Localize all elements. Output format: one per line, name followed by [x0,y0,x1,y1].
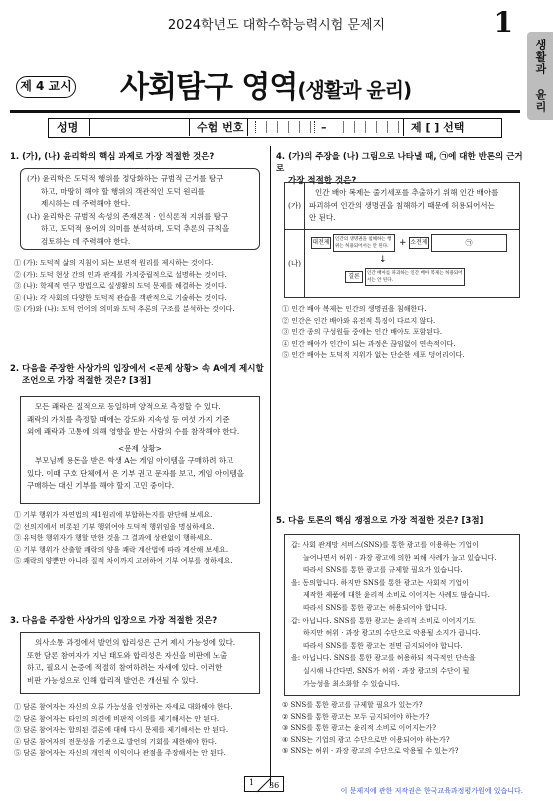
q5-options [282,700,522,758]
q5-line: 따라서 SNS를 통한 광고를 규제할 필요가 있습니다. [303,566,463,575]
q3-passage [20,632,260,694]
q2-heading [10,362,265,386]
copyright-notice: 이 문제지에 관한 저작권은 한국교육과정평가원에 있습니다. [340,787,523,795]
q5-line: 늘어나면서 허위 · 과장 광고에 의한 피해 사례가 늘고 있습니다. [303,553,497,562]
q2-line: 모든 쾌락은 질적으로 동일하며 양적으로 측정할 수 있다. [35,402,221,411]
column-divider [270,146,271,786]
name-label: 성명 [57,121,79,134]
q4-ga-label: (가) [285,183,305,229]
divider [89,119,90,136]
q5-option-3[interactable]: ③ SNS를 통한 광고는 윤리적 소비로 이어지는가? [282,724,437,733]
q1-line: (나) 윤리학은 규범적 속성의 존재론적 · 인식론적 지위를 탐구 [27,211,229,221]
q1-line: 하고, 도덕적 용어의 의미를 분석하며, 도덕 추론의 규칙을 [41,224,230,233]
q5-option-2[interactable]: ② SNS를 통한 광고는 모두 금지되어야 하는가? [282,712,430,721]
q4-figure [284,182,520,298]
q1-line: (가) 윤리학은 도덕적 행위를 정당화하는 규범적 근거를 탐구 [27,174,224,183]
q4-minor: ㉠ [431,234,507,252]
period-badge: 제 4 교시 [16,76,76,98]
divider [403,119,404,136]
page-current: 1 [249,778,255,787]
q1-heading: 1. (가), (나) 윤리학의 핵심 과제로 가장 적절한 것은? [10,152,215,162]
q1-option-5[interactable]: ⑤ (가)와 (나): 도덕 언어의 의미와 도덕 추론의 구조를 분석하는 것이다. [14,305,235,314]
exam-title: 2024학년도 대학수학능력시험 문제지 [167,18,386,33]
q1-line: 제시하는 데 주력해야 한다. [41,199,131,208]
q2-option-1[interactable]: ① 기부 행위가 자연법의 제1원리에 부합하는지를 판단해 보세요. [14,511,213,519]
q3-option-5[interactable]: ⑤ 담론 참여자는 자신의 개인적 이익이나 관점을 주장해서는 안 된다. [14,749,226,758]
divider [189,119,190,136]
q4-ga-line: 안 된다. [309,213,336,222]
q2-case-title: <문제 상황> [118,443,162,453]
q5-line: 제작한 제품에 대한 윤리적 소비로 이어지는 사례도 많습니다. [303,591,490,600]
divider [285,229,519,230]
q1-option-2[interactable]: ② (가): 도덕 현상 간의 인과 관계를 가치중립적으로 설명하는 것이다. [14,270,227,279]
subject-title [120,62,411,106]
q2-case-line: 있다. 이때 구호 단체에서 온 기부 권고 문자를 보고, 게임 아이템을 [27,468,244,478]
q4-option-3[interactable]: ③ 인간 종의 구성원들 중에는 인간 배아도 포함된다. [282,328,443,337]
q4-options [282,304,522,362]
exam-no-dash: – [321,121,327,134]
q4-option-5[interactable]: ⑤ 인간 배아는 도덕적 지위가 없는 단순한 세포 덩어리이다. [282,351,465,360]
q2-option-5[interactable]: ⑤ 쾌락의 양뿐만 아니라 질적 차이까지 고려하여 기부 여부를 정하세요. [14,557,233,566]
q4-ga-line: 인간 배아 복제는 줄기세포를 추출하기 위해 인간 배아를 [315,188,499,197]
q4-minor-label: 소전제 [409,237,429,249]
q4-option-2[interactable]: ② 인간은 인간 배아와 유전적 특징이 다르지 않다. [282,316,436,325]
q5-line: 따라서 SNS를 통한 광고는 전면 금지되어야 합니다. [303,641,463,650]
q4-heading-line: 가장 적절한 것은? [288,176,357,186]
q3-option-1[interactable]: ① 담론 참여자는 자신의 오류 가능성을 인정하는 자세로 대화해야 한다. [14,703,233,711]
q5-option-1[interactable]: ① SNS를 통한 광고를 규제할 필요가 있는가? [282,701,423,709]
subject-main: 사회탐구 영역 [120,70,298,105]
q5-line: 하지만 허위 · 과장 광고의 수단으로 악용될 소지가 큽니다. [303,629,481,638]
q2-option-4[interactable]: ④ 기부 행위가 산출할 쾌락의 양을 쾌락 계산법에 따라 계산해 보세요. [14,545,229,554]
q5-heading: 5. 다음 토론의 핵심 쟁점으로 가장 적절한 것은? [3점] [276,516,484,526]
plus-icon: + [399,238,407,248]
page-indicator [244,776,284,792]
q1-passage [20,168,260,250]
divider [247,119,248,136]
q2-line: 외에 쾌락과 고통에 의해 영향을 받는 사람의 수를 참작해야 한다. [27,427,240,436]
q2-case-line: 구매하는 대신 기부를 해야 할지 고민 중이다. [27,481,175,490]
student-info-bar [48,118,502,138]
page-number: 1 [493,6,513,39]
q5-line: 을: 동의합니다. 하지만 SNS를 통한 광고는 사회적 기업이 [291,578,469,587]
q4-heading-line: 4. (가)의 주장을 (나) 그림으로 나타낼 때, ㉠에 대한 반론의 근거로 [276,152,523,174]
arrow-down-icon: ↓ [379,255,387,265]
q2-line: 쾌락의 가치를 측정할 때에는 강도와 지속성 등 여섯 가지 기준 [27,414,230,424]
q4-ga-line: 파괴하여 인간의 생명권을 침해하기 때문에 허용되어서는 [309,200,495,210]
exam-no-label: 수험 번호 [197,121,244,134]
header-rule [10,110,520,113]
q3-option-3[interactable]: ③ 담론 참여자는 합의된 결론에 대해 다시 문제를 제기해서는 안 된다. [14,726,229,735]
q4-na-label: (나) [285,230,305,297]
q5-line: 따라서 SNS를 통한 광고는 허용되어야 합니다. [303,603,448,612]
q1-option-1[interactable]: ① (가): 도덕적 삶의 지침이 되는 보편적 원리를 제시하는 것이다. [14,259,214,267]
q1-option-3[interactable]: ③ (나): 학제적 연구 방법으로 실생활의 도덕 문제를 해결하는 것이다. [14,282,227,291]
q2-heading-line: 2. 다음을 주장한 사상가의 입장에서 <문제 상황> 속 A에게 제시할 [10,364,264,374]
q5-passage [284,534,520,696]
q1-line: 하고, 마땅히 해야 할 행위의 객관적인 도덕 원리를 [41,186,205,196]
q4-concl: 인간 배아를 파괴하는 인간 배아 복제는 허용되어서는 안 된다. [365,268,465,286]
subject-sub: (생활과 윤리) [297,78,412,102]
q5-line: 갑: 아닙니다. SNS를 통한 광고는 윤리적 소비로 이어지기도 [291,616,476,625]
q5-option-5[interactable]: ⑤ SNS는 허위 · 과장 광고의 수단으로 악용될 수 있는가? [282,747,459,756]
exam-no-boxes-2[interactable] [333,121,399,133]
q5-line: 실시해 나간다면, SNS가 허위 · 과장 광고의 수단이 될 [303,666,470,675]
q3-option-4[interactable]: ④ 담론 참여자의 전문성을 기준으로 발언의 기회를 제한해야 한다. [14,737,217,746]
q3-heading: 3. 다음을 주장한 사상가의 입장으로 가장 적절한 것은? [10,616,218,626]
q2-passage [20,396,260,504]
page-total: 36 [269,781,280,790]
q5-line: 을: 아닙니다. SNS를 통한 광고를 허용하되 적극적인 단속을 [291,654,476,663]
q2-heading-line: 조언으로 가장 적절한 것은? [3점] [22,376,151,386]
q4-concl-label: 결론 [345,271,363,283]
q2-options [14,510,264,568]
q1-option-4[interactable]: ④ (나): 각 사회의 다양한 도덕적 관습을 객관적으로 기술하는 것이다. [14,293,227,302]
q2-case-line: 부모님께 용돈을 받은 학생 A는 게임 아이템을 구매하려 하고 [35,456,234,465]
q3-line: 하고, 필요시 논증에 적절히 참여하려는 자세에 있다. 이러한 [27,663,223,672]
q5-option-4[interactable]: ④ SNS는 기업의 광고 수단으로만 이용되어야 하는가? [282,735,450,744]
q3-option-2[interactable]: ② 담론 참여자는 타인의 의견에 비판적 이의를 제기해서는 안 된다. [14,714,220,723]
q2-option-3[interactable]: ③ 유덕한 행위자가 행할 만한 것을 그 결과에 상관없이 행하세요. [14,534,213,543]
q1-line: 검토하는 데 주력해야 한다. [41,236,131,246]
q4-option-1[interactable]: ① 인간 배아 복제는 인간의 생명권을 침해한다. [282,305,427,313]
exam-no-boxes[interactable] [255,121,315,133]
q4-ga-text [309,187,517,225]
q1-options [14,258,264,316]
q4-major-label: 대전제 [311,237,331,249]
q2-option-2[interactable]: ② 선의지에서 비롯된 기부 행위여야 도덕적 행위임을 명심하세요. [14,522,215,531]
subject-side-tab: 생활과 윤리 [527,32,553,120]
q5-line: 가능성을 최소화할 수 있습니다. [303,679,400,688]
q3-options [14,702,264,760]
q4-heading [276,150,526,186]
q4-major: 인간의 생명권을 침해하는 행위는 허용되어서는 안 된다. [333,234,395,252]
q3-line: 비판 가능성으로 인해 합리적 발언은 개선될 수 있다. [27,675,199,685]
q3-line: 또한 담론 참여자가 지닌 태도와 합리성은 자신을 비판에 노출 [27,650,228,660]
q4-option-4[interactable]: ④ 인간 배아가 인간이 되는 과정은 끊임없이 연속적이다. [282,339,456,348]
choice-label: 제 [ ] 선택 [411,121,465,134]
q3-line: 의사소통 과정에서 발언의 합리성은 근거 제시 가능성에 있다. [35,638,236,647]
q5-line: 갑: 사회 관계망 서비스(SNS)를 통한 광고를 이용하는 기업이 [291,541,479,549]
